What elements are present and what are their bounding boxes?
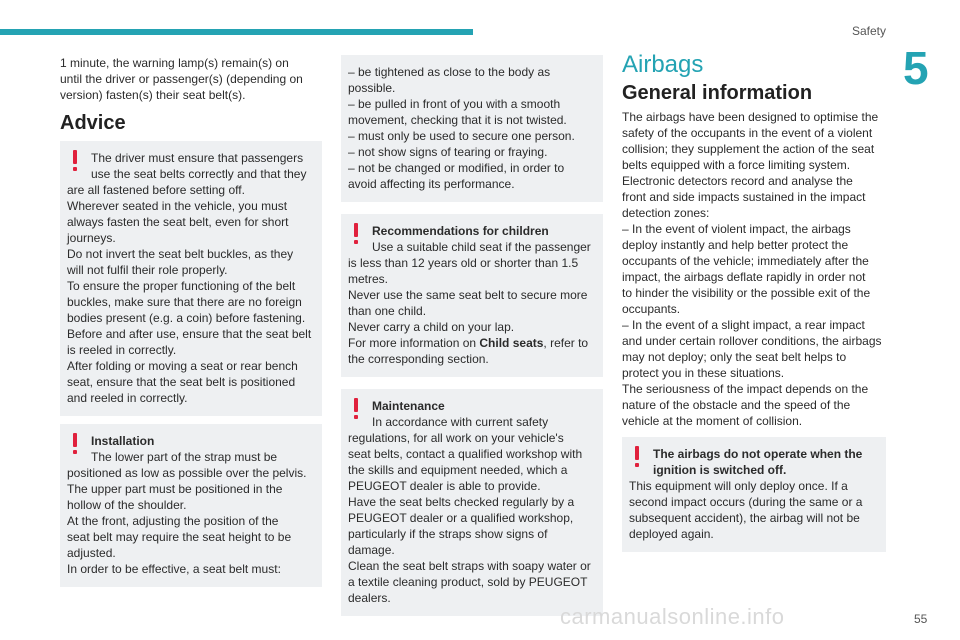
list-item: – be tightened as close to the body as [348, 65, 551, 79]
text-line: The airbags have been designed to optimise the [622, 110, 879, 124]
text-line: adjusted. [67, 546, 116, 560]
text-line: The upper part must be positioned in the [67, 482, 283, 496]
text-line: and reeled in correctly. [67, 391, 188, 405]
text-line: are all fastened before setting off. [67, 183, 245, 197]
airbags-title: Airbags [622, 51, 704, 78]
text-line: bodies present (e.g. a coin) before fastening. [67, 311, 306, 325]
text-line: safety of the occupants in the event of a violent [622, 126, 873, 140]
box-title: Recommendations for children [372, 224, 549, 238]
reference-prefix: For more information on [348, 336, 480, 350]
text-line: Have the seat belts checked regularly by a [348, 495, 575, 509]
box-title: Installation [91, 434, 155, 448]
column-2 [341, 55, 603, 624]
text-line: until the driver or passenger(s) (depending on [60, 72, 303, 86]
text-line: seat belt may require the seat height to be [67, 530, 292, 544]
text-line: The lower part of the strap must be [91, 450, 278, 464]
text-line: nature of the obstacle and the speed of the [622, 398, 851, 412]
text-line: regulations, for all work on your vehicle's [348, 431, 564, 445]
text-line: may not deploy; only the seat belt helps to [622, 350, 847, 364]
text-line: subsequent accident), the airbag will not be [629, 511, 860, 525]
child-seats-link[interactable]: Child seats [479, 336, 544, 350]
text-line: to hinder the visibility or the possible exit of the [622, 286, 871, 300]
text-line: detection zones: [622, 206, 710, 220]
box-title: The airbags do not operate when the [653, 447, 863, 461]
text-line: always fasten the seat belt, even for short [67, 215, 289, 229]
warning-exclamation-icon [351, 223, 361, 245]
warning-exclamation-icon [351, 398, 361, 420]
text-line: In order to be effective, a seat belt must: [67, 562, 281, 576]
text-line: will not fulfil their role properly. [67, 263, 228, 277]
text-line: Before and after use, ensure that the seat belt [67, 327, 312, 341]
text-line: 1 minute, the warning lamp(s) remain(s) on [60, 56, 289, 70]
text-line: second impact occurs (during the same or a [629, 495, 863, 509]
list-item: – must only be used to secure one person. [348, 129, 575, 143]
intro-paragraph [60, 55, 322, 103]
warning-exclamation-icon [70, 150, 80, 172]
text-line: PEUGEOT dealer is able to provide. [348, 479, 541, 493]
text-line: use the seat belts correctly and that they [91, 167, 307, 181]
text-line: After folding or moving a seat or rear bench [67, 359, 298, 373]
child-seats-reference [348, 335, 596, 351]
text-line: Wherever seated in the vehicle, you must [67, 199, 288, 213]
maintenance-warning-box [341, 389, 603, 616]
text-line: protect you in these situations. [622, 366, 785, 380]
text-line: the corresponding section. [348, 352, 489, 366]
text-line: Never use the same seat belt to secure more [348, 288, 588, 302]
text-line: vehicle at the moment of collision. [622, 414, 803, 428]
text-line: journeys. [67, 231, 116, 245]
text-line: To ensure the proper functioning of the belt [67, 279, 296, 293]
text-line: belts equipped with a force limiting system. [622, 158, 851, 172]
watermark: carmanualsonline.info [560, 604, 785, 629]
list-item: – not show signs of tearing or fraying. [348, 145, 548, 159]
text-line: is less than 12 years old or shorter than 1.5 [348, 256, 579, 270]
text-line: than one child. [348, 304, 427, 318]
box-title: ignition is switched off. [653, 463, 787, 477]
text-line: positioned as low as possible over the pelvis. [67, 466, 307, 480]
page-number: 55 [914, 612, 928, 626]
text-line: In accordance with current safety [372, 415, 549, 429]
text-line: PEUGEOT dealer or a qualified workshop, [348, 511, 574, 525]
chapter-number: 5 [903, 42, 929, 94]
column-3 [622, 51, 884, 560]
text-line: Electronic detectors record and analyse the [622, 174, 853, 188]
general-information-heading: General information [622, 82, 813, 104]
text-line: – In the event of violent impact, the airbags [622, 222, 851, 236]
list-item: – be pulled in front of you with a smooth [348, 97, 561, 111]
reference-suffix: , refer to [543, 336, 589, 350]
warning-exclamation-icon [632, 446, 642, 468]
airbags-body [622, 109, 884, 429]
list-item: – not be changed or modified, in order to [348, 161, 565, 175]
list-item: movement, checking that it is not twisted. [348, 113, 567, 127]
text-line: seat belts, contact a qualified workshop with [348, 447, 583, 461]
text-line: damage. [348, 543, 395, 557]
text-line: Clean the seat belt straps with soapy water or [348, 559, 591, 573]
text-line: deploy instantly and help better protect the [622, 238, 849, 252]
text-line: buckles, make sure that there are no foreign [67, 295, 302, 309]
airbag-warning-box [622, 437, 886, 552]
list-item: avoid affecting its performance. [348, 177, 515, 191]
text-line: seat, ensure that the seat belt is positioned [67, 375, 296, 389]
text-line: Do not invert the seat belt buckles, as they [67, 247, 294, 261]
text-line: a textile cleaning product, sold by PEUGEOT [348, 575, 588, 589]
warning-exclamation-icon [70, 433, 80, 455]
advice-warning-box [60, 141, 322, 416]
box-title: Maintenance [372, 399, 445, 413]
list-item: possible. [348, 81, 396, 95]
header-accent-bar [0, 29, 473, 35]
text-line: version) fasten(s) their seat belt(s). [60, 88, 246, 102]
advice-heading: Advice [60, 112, 126, 134]
section-title: Safety [851, 24, 886, 38]
text-line: metres. [348, 272, 389, 286]
text-line: The driver must ensure that passengers [91, 151, 304, 165]
text-line: collision; they supplement the action of the seat [622, 142, 875, 156]
text-line: front and side impacts sustained in the impact [622, 190, 866, 204]
text-line: dealers. [348, 591, 391, 605]
text-line: occupants of the vehicle; immediately after the [622, 254, 869, 268]
text-line: The seriousness of the impact depends on the [622, 382, 869, 396]
text-line: Never carry a child on your lap. [348, 320, 515, 334]
text-line: At the front, adjusting the position of the [67, 514, 279, 528]
text-line: deployed again. [629, 527, 714, 541]
text-line: and under certain rollover conditions, the airbags [622, 334, 882, 348]
text-line: the skills and equipment needed, which a [348, 463, 568, 477]
children-warning-box [341, 214, 603, 377]
text-line: occupants. [622, 302, 681, 316]
text-line: is reeled in correctly. [67, 343, 177, 357]
text-line: – In the event of a slight impact, a rear impact [622, 318, 865, 332]
text-line: hollow of the shoulder. [67, 498, 187, 512]
text-line: particularly if the straps show signs of [348, 527, 548, 541]
text-line: Use a suitable child seat if the passenger [372, 240, 591, 254]
text-line: impact, the airbags deflate rapidly in order not [622, 270, 866, 284]
text-line: This equipment will only deploy once. If a [629, 479, 848, 493]
installation-warning-box [60, 424, 322, 587]
seat-belt-list-box [341, 55, 603, 202]
column-1 [60, 55, 322, 595]
